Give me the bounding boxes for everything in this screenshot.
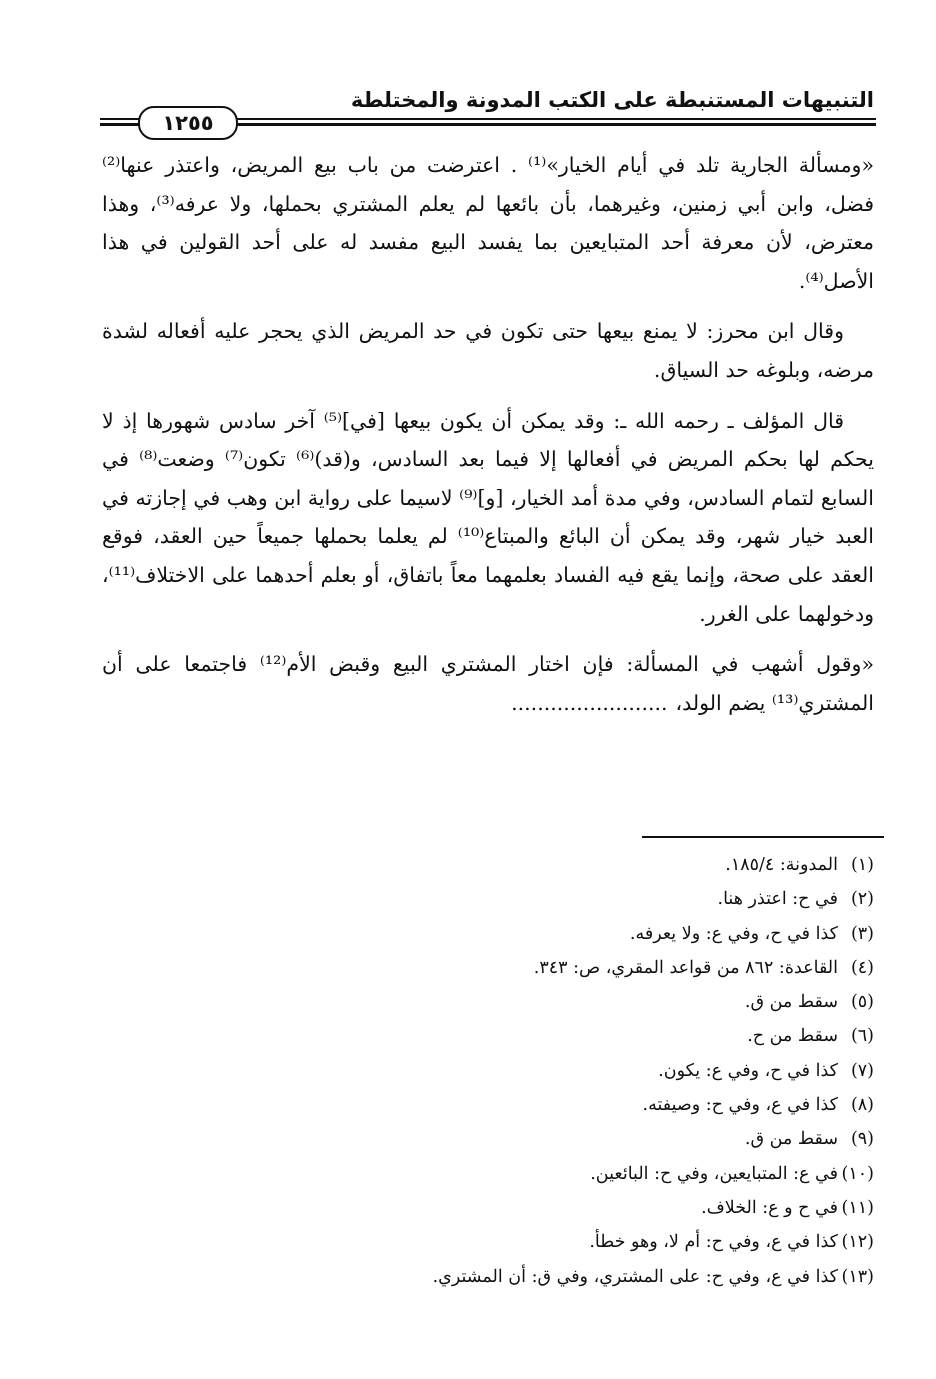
footnote-item xyxy=(100,848,874,882)
paragraph-4 xyxy=(102,645,874,722)
footnote-item xyxy=(100,1088,874,1122)
footnote-item xyxy=(100,1260,874,1294)
footnotes-list xyxy=(100,848,874,1294)
footnote-item xyxy=(100,1225,874,1259)
footnote-text: كذا في ع، وفي ح: أم لا، وهو خطأ. xyxy=(589,1232,838,1253)
footnote-number: (١١) xyxy=(841,1197,874,1218)
footnote-separator xyxy=(642,836,884,838)
paragraph-3: قال المؤلف ـ رحمه الله ـ: وقد يمكن أن يكون بيعها [في]⁽⁵⁾ آخر سادس شهورها إذ لا يحكم لها بحكم المريض في أفعالها إلا فيما بعد السادس، و(قد)⁽⁶⁾ تكون⁽⁷⁾ وضعت⁽⁸⁾ في السابع لتمام السادس، وفي مدة أمد الخيار، [و]⁽⁹⁾ لاسيما على رواية ابن وهب في إجازته في العبد خيار شهر، وقد يمكن أن البائع والمبتاع⁽¹⁰⁾ لم يعلما بحملها جميعاً حين العقد، فوقع العقد على صحة، وإنما يقع فيه الفساد بعلمهما معاً باتفاق، أو بعلم أحدهما على الاختلاف⁽¹¹⁾، ودخولهما على الغرر. xyxy=(102,408,874,626)
ellipsis-dots: ........................ xyxy=(511,690,668,715)
footnote-number: (١٠) xyxy=(841,1163,874,1184)
footnote-text: المدونة: ١٨٥/٤. xyxy=(725,855,838,875)
footnote-item xyxy=(100,1122,874,1156)
running-title: التنبيهات المستنبطة على الكتب المدونة والمختلطة xyxy=(350,88,874,112)
footnote-text: سقط من ح. xyxy=(747,1026,838,1047)
paragraph-1: «ومسألة الجارية تلد في أيام الخيار»⁽¹⁾ . اعترضت من باب بيع المريض، واعتذر عنها⁽²⁾ فضل، وابن أبي زمنين، وغيرهما، بأن بائعها لم يعلم المشتري بحملها، ولا عرفه⁽³⁾، وهذا معترض، لأن معرفة أحد المتبايعين بما يفسد البيع مفسد له على أحد القولين في هذا الأصل⁽⁴⁾. xyxy=(102,153,875,293)
footnote-text: القاعدة: ٨٦٢ من قواعد المقري، ص: ٣٤٣. xyxy=(533,957,838,978)
footnote-text: كذا في ح، وفي ع: ولا يعرفه. xyxy=(629,923,838,944)
footnote-text: كذا في ح، وفي ع: يكون. xyxy=(658,1060,838,1081)
footnote-text: سقط من ق. xyxy=(744,992,838,1013)
footnote-item xyxy=(100,1019,874,1053)
footnote-number: (٢) xyxy=(850,889,874,910)
footnote-number: (١٢) xyxy=(841,1232,874,1253)
footnote-item xyxy=(100,882,874,916)
footnote-text: كذا في ع، وفي ح: على المشتري، وفي ق: أن المشتري. xyxy=(432,1266,838,1287)
footnote-number: (٩) xyxy=(850,1129,874,1150)
footnote-item xyxy=(100,1054,874,1088)
footnote-text: في ح: اعتذر هنا. xyxy=(717,889,838,910)
page-number-frame xyxy=(138,106,238,140)
page-number: ١٢٥٥ xyxy=(162,111,214,135)
footnote-item xyxy=(100,917,874,951)
footnote-number: (٥) xyxy=(850,992,874,1013)
footnote-number: (١) xyxy=(850,855,874,875)
footnote-item xyxy=(100,985,874,1019)
main-text xyxy=(102,146,874,722)
footnote-number: (١٣) xyxy=(841,1266,874,1287)
footnote-text: كذا في ع، وفي ح: وصيفته. xyxy=(642,1095,838,1116)
paragraph-4-text: «وقول أشهب في المسألة: فإن اختار المشتري البيع وقبض الأم⁽¹²⁾ فاجتمعا على أن المشتري⁽¹³⁾ يضم الولد، xyxy=(102,652,874,715)
footnote-number: (٧) xyxy=(850,1060,874,1081)
footnote-item xyxy=(100,1157,874,1191)
footnote-item xyxy=(100,1191,874,1225)
footnote-text: في ع: المتبايعين، وفي ح: البائعين. xyxy=(590,1163,838,1184)
footnote-item xyxy=(100,951,874,985)
footnote-number: (٦) xyxy=(850,1026,874,1047)
footnote-text: في ح و ع: الخلاف. xyxy=(701,1197,838,1218)
paragraph-2: وقال ابن محرز: لا يمنع بيعها حتى تكون في حد المريض الذي يحجر عليه أفعاله لشدة مرضه، وبلوغه حد السياق. xyxy=(102,319,874,382)
footnote-text: سقط من ق. xyxy=(744,1129,838,1150)
footnote-number: (٣) xyxy=(850,923,874,944)
footnote-number: (٨) xyxy=(850,1095,874,1116)
footnote-number: (٤) xyxy=(850,957,874,978)
